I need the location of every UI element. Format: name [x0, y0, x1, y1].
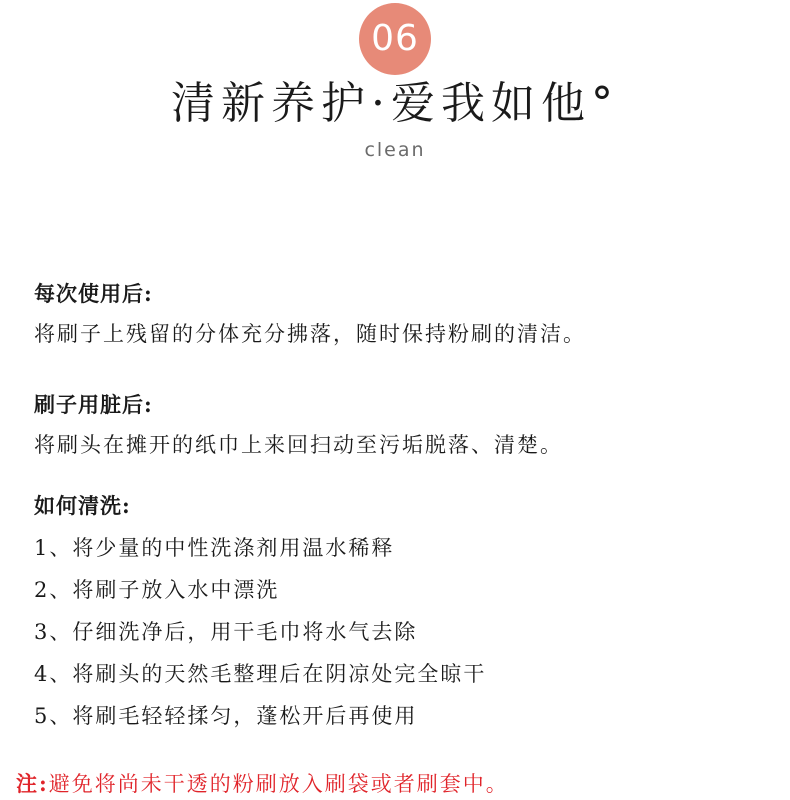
- warning-note-text: 避免将尚未干透的粉刷放入刷袋或者刷套中。: [48, 772, 509, 796]
- page-subtitle: clean: [364, 139, 426, 161]
- warning-note: [16, 768, 509, 798]
- section-number-badge: [359, 3, 431, 75]
- after-use-text: 将刷子上残留的分体充分拂落，随时保持粉刷的清洁。: [34, 322, 586, 346]
- clean-step-4: 4、将刷头的天然毛整理后在阴凉处完全晾干: [34, 662, 487, 686]
- how-to-clean-heading: 如何清洗:: [34, 493, 131, 518]
- after-use-heading: 每次使用后:: [34, 281, 153, 306]
- clean-step-1: 1、将少量的中性洗涤剂用温水稀释: [34, 536, 395, 560]
- warning-note-label: 注:: [16, 771, 49, 796]
- dirty-heading: 刷子用脏后:: [34, 392, 153, 417]
- section-number: 06: [371, 18, 419, 59]
- dirty-text: 将刷头在摊开的纸巾上来回扫动至污垢脱落、清楚。: [34, 433, 563, 457]
- page-title: 清新养护·爱我如他°: [171, 78, 619, 129]
- clean-step-2: 2、将刷子放入水中漂洗: [34, 578, 280, 602]
- clean-step-3: 3、仔细洗净后，用干毛巾将水气去除: [34, 620, 418, 644]
- clean-step-5: 5、将刷毛轻轻揉匀，蓬松开后再使用: [34, 704, 418, 728]
